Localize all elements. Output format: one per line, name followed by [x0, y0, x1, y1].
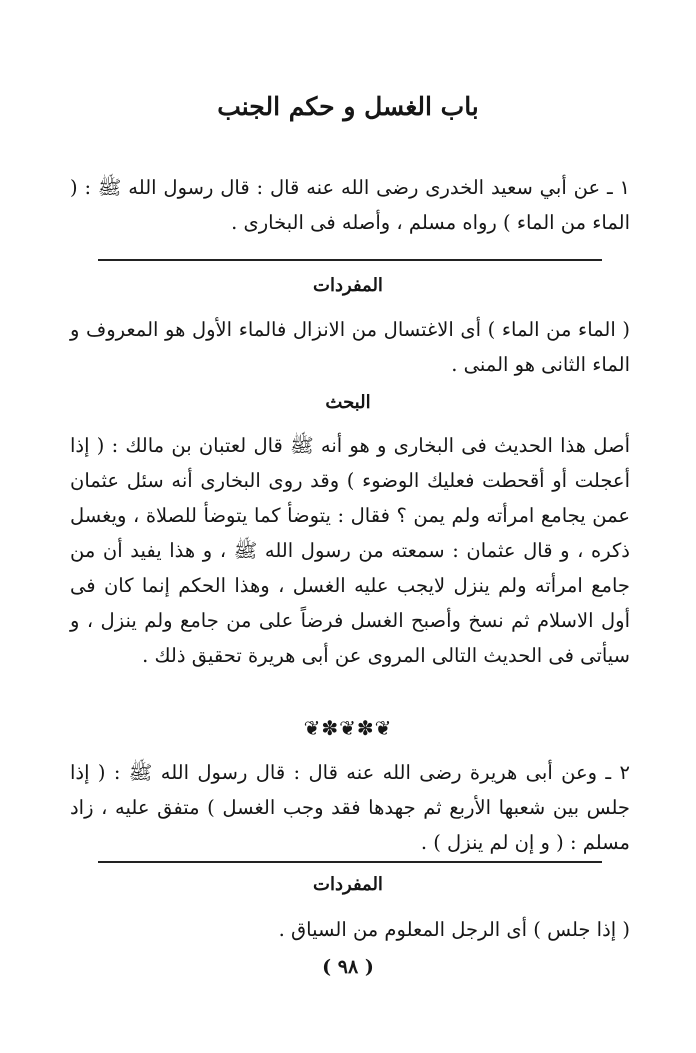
page-number: ( ٩٨ ) — [322, 956, 374, 978]
hadith-2-separator-rule — [98, 861, 602, 863]
vocab-text-1: ( الماء من الماء ) أى الاغتسال من الانزال فالماء الأول هو المعروف و الماء الثانى هو المنى . — [70, 318, 630, 376]
hadith-2-text: ٢ ـ وعن أبى هريرة رضى الله عنه قال : قال رسول الله ﷺ : ( إذا جلس بين شعبها الأربع ثم جهدها فقد وجب الغسل ) متفق عليه ، زاد مسلم : ( و إن لم ينزل ) . — [70, 761, 630, 854]
vocab-heading-1: المفردات — [313, 275, 383, 296]
chapter-title: باب الغسل و حكم الجنب — [217, 92, 479, 121]
hadith-1-separator-rule — [98, 259, 602, 261]
vocab-text-2: ( إذا جلس ) أى الرجل المعلوم من السياق . — [278, 918, 630, 941]
discussion-heading: البحث — [325, 392, 371, 413]
vocab-heading-2: المفردات — [313, 874, 383, 895]
ornament-divider: ❦✽❦✽❦ — [303, 716, 393, 740]
discussion-text: أصل هذا الحديث فى البخارى و هو أنه ﷺ قال لعتبان بن مالك : ( إذا أعجلت أو أقحطت فعليك الوضوء ) وقد روى البخارى أنه سئل عثمان عمن يجامع امرأته ولم يمن ؟ فقال : يتوضأ كما يتوضأ للصلاة ، ويغسل ذكره ، و قال عثمان : سمعته من رسول الله ﷺ ، و هذا يفيد أن من جامع امرأته ولم ينزل لايجب عليه الغسل ، وهذا الحكم إنما كان فى أول الاسلام ثم نسخ وأصبح الغسل فرضاً على من جامع ولم ينزل ، و سيأتى فى الحديث التالى المروى عن أبى هريرة تحقيق ذلك . — [70, 434, 630, 667]
hadith-1-text: ١ ـ عن أبي سعيد الخدرى رضى الله عنه قال : قال رسول الله ﷺ : ( الماء من الماء ) رواه مسلم ، وأصله فى البخارى . — [70, 176, 630, 234]
